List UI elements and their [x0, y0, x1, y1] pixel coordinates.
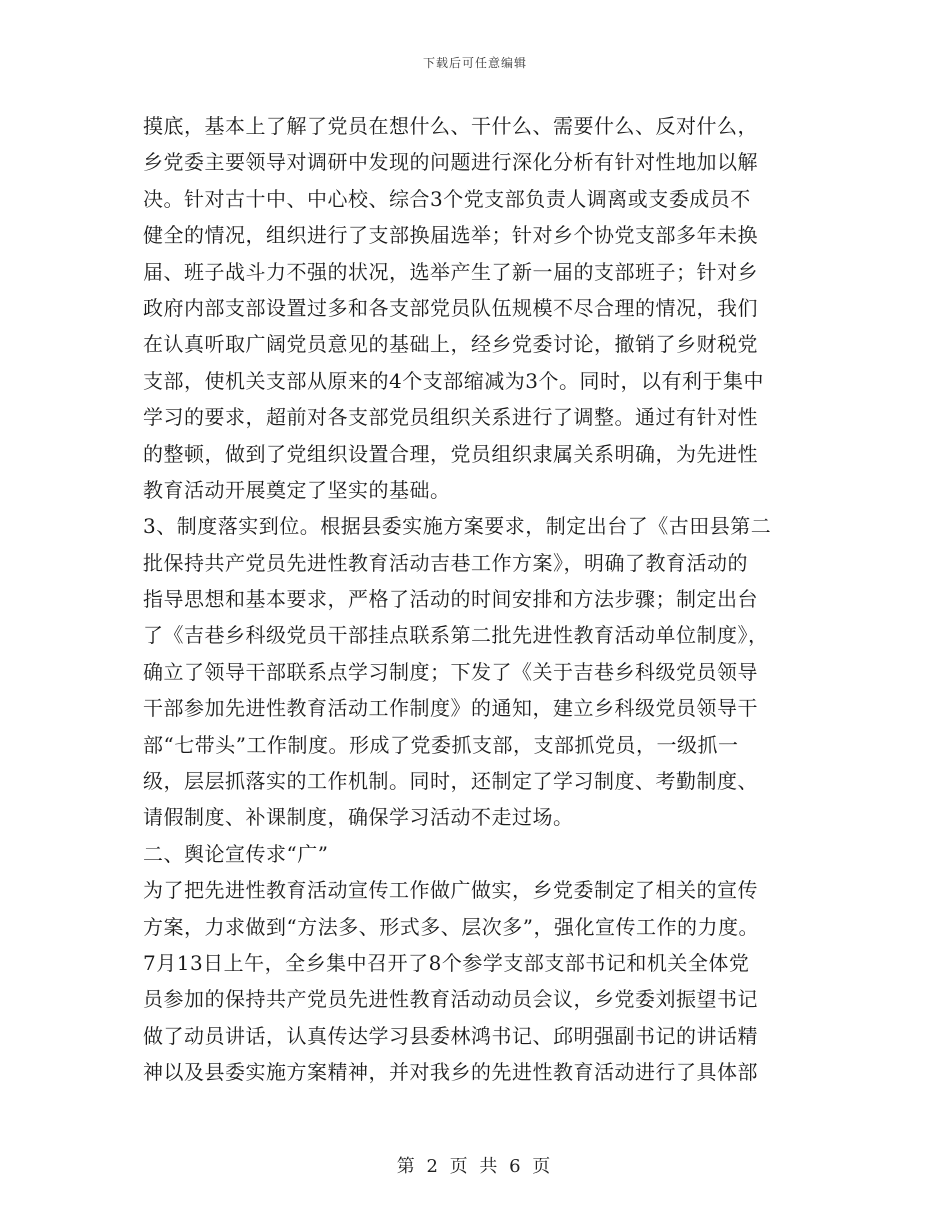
- text-line: 健全的情况，组织进行了支部换届选举；针对乡个协党支部多年未换: [143, 223, 758, 248]
- text-line: 教育活动开展奠定了坚实的基础。: [143, 477, 451, 502]
- text-line: 干部参加先进性教育活动工作制度》的通知，建立乡科级党员领导干: [143, 696, 758, 721]
- text-line: 在认真听取广阔党员意见的基础上，经乡党委讨论，撤销了乡财税党: [143, 332, 758, 357]
- text-line: 7月13日上午，全乡集中召开了8个参学支部支部书记和机关全体党: [143, 950, 750, 975]
- text-line: 确立了领导干部联系点学习制度；下发了《关于吉巷乡科级党员领导: [143, 659, 758, 684]
- text-line: 政府内部支部设置过多和各支部党员队伍规模不尽合理的情况，我们: [143, 295, 758, 320]
- text-line: 决。针对古十中、中心校、综合3个党支部负责人调离或支委成员不: [143, 186, 751, 211]
- page-number-footer: 第 2 页 共 6 页: [396, 1156, 554, 1177]
- text-line: 请假制度、补课制度，确保学习活动不走过场。: [143, 805, 574, 830]
- text-line: 方案，力求做到“方法多、形式多、层次多”，强化宣传工作的力度。: [143, 914, 759, 939]
- text-line: 为了把先进性教育活动宣传工作做广做实，乡党委制定了相关的宣传: [143, 878, 758, 903]
- text-line: 的整顿，做到了党组织设置合理，党员组织隶属关系明确，为先进性: [143, 441, 758, 466]
- text-line: 部“七带头”工作制度。形成了党委抓支部，支部抓党员，一级抓一: [143, 732, 739, 757]
- text-line: 神以及县委实施方案精神，并对我乡的先进性教育活动进行了具体部: [143, 1060, 758, 1085]
- document-body: [143, 108, 811, 1091]
- text-line: 届、班子战斗力不强的状况，选举产生了新一届的支部班子；针对乡: [143, 259, 758, 284]
- text-line: 摸底，基本上了解了党员在想什么、干什么、需要什么、反对什么，: [143, 114, 758, 138]
- text-line: 批保持共产党员先进性教育活动吉巷工作方案》，明确了教育活动的: [143, 550, 748, 575]
- section-heading: 二、舆论宣传求“广”: [143, 841, 329, 866]
- text-line: 做了动员讲话，认真传达学习县委林鸿书记、邱明强副书记的讲话精: [143, 1023, 758, 1048]
- text-line: 指导思想和基本要求，严格了活动的时间安排和方法步骤；制定出台: [143, 587, 758, 612]
- text-line: 员参加的保持共产党员先进性教育活动动员会议，乡党委刘振望书记: [143, 987, 758, 1012]
- text-line: 支部，使机关支部从原来的4个支部缩减为3个。同时，以有利于集中: [143, 368, 764, 393]
- text-line: 级，层层抓落实的工作机制。同时，还制定了学习制度、考勤制度、: [143, 769, 758, 794]
- text-line: 学习的要求，超前对各支部党员组织关系进行了调整。通过有针对性: [143, 405, 758, 430]
- page-header: 下载后可任意编辑: [422, 56, 527, 70]
- text-line: 乡党委主要领导对调研中发现的问题进行深化分析有针对性地加以解: [143, 150, 758, 175]
- section-heading-line: 3、制度落实到位。根据县委实施方案要求，制定出台了《古田县第二: [143, 514, 772, 539]
- text-line: 了《吉巷乡科级党员干部挂点联系第二批先进性教育活动单位制度》，: [143, 623, 769, 648]
